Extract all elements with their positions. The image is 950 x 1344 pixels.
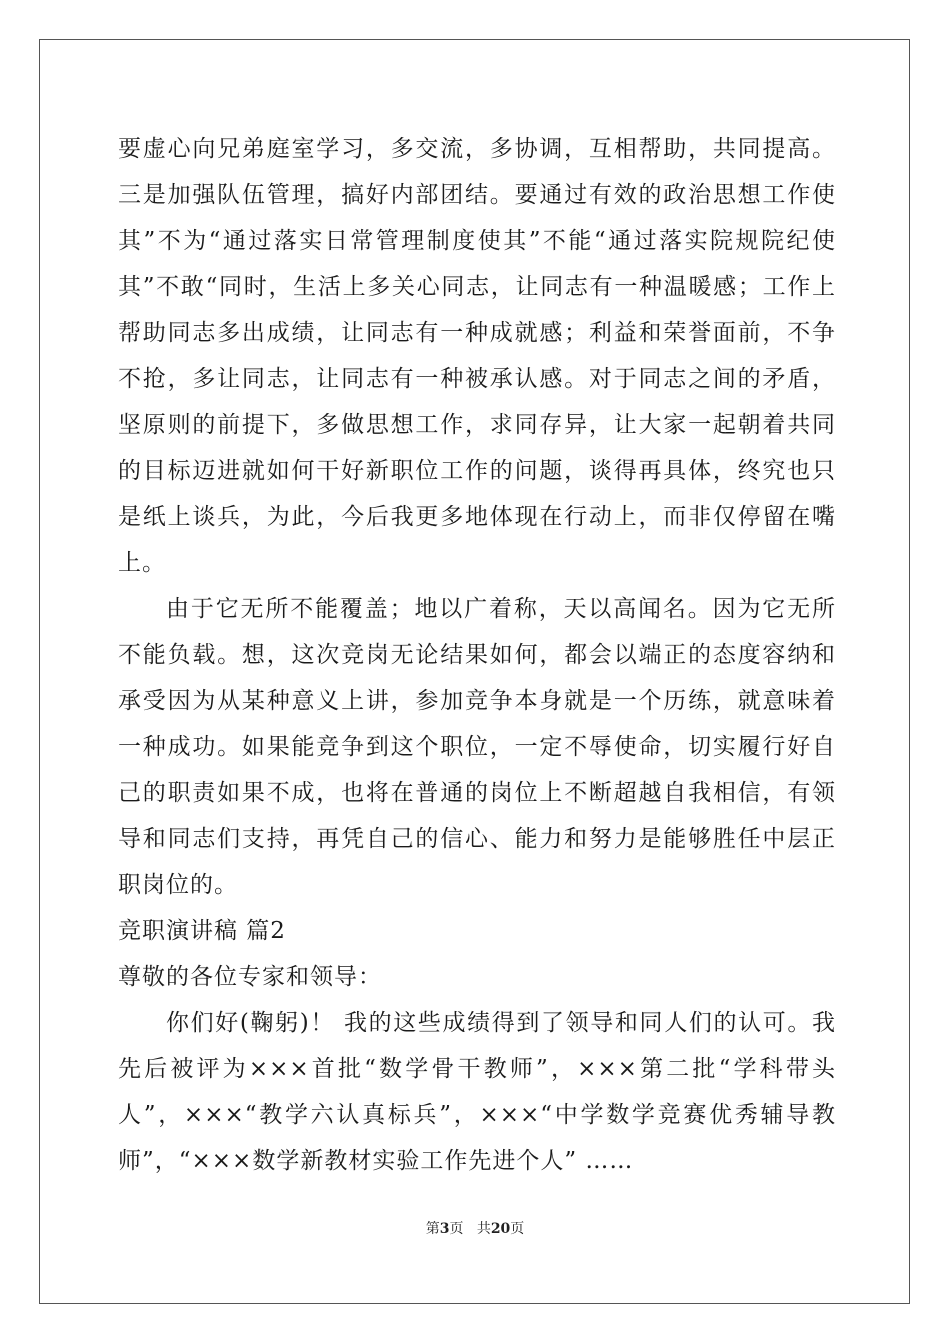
paragraph-3: 你们好(鞠躬)！ 我的这些成绩得到了领导和同人们的认可。我先后被评为×××首批“数学骨干教师”，×××第二批“学科带头人”，×××“教学六认真标兵”，×××“中学数学竞赛优秀辅导教师”，“×××数学新教材实验工作先进个人” …… [118,1010,836,1174]
paragraph-2: 由于它无所不能覆盖；地以广着称，天以高闻名。因为它无所不能负载。想，这次竞岗无论结果如何，都会以端正的态度容纳和承受因为从某种意义上讲，参加竞争本身就是一个历练，就意味着一种成功。如果能竞争到这个职位，一定不辱使命，切实履行好自己的职责如果不成，也将在普通的岗位上不断超越自我相信，有领导和同志们支持，再凭自己的信心、能力和努力是能够胜任中层正职岗位的。 [118,596,836,898]
footer-page-unit: 页 [449,1221,464,1237]
paragraph-1: 要虚心向兄弟庭室学习，多交流，多协调，互相帮助，共同提高。三是加强队伍管理，搞好内部团结。要通过有效的政治思想工作使其”不为“通过落实日常管理制度使其”不能“通过落实院规院纪使其”不敢“同时，生活上多关心同志，让同志有一种温暖感；工作上帮助同志多出成绩，让同志有一种成就感；利益和荣誉面前，不争不抢，多让同志，让同志有一种被承认感。对于同志之间的矛盾，坚原则的前提下，多做思想工作，求同存异，让大家一起朝着共同的目标迈进就如何干好新职位工作的问题，谈得再具体，终究也只是纸上谈兵，为此，今后我更多地体现在行动上，而非仅停留在嘴上。 [118,136,836,576]
footer-total-prefix: 共 [476,1221,491,1237]
document-body [118,126,836,1184]
footer-total-unit: 页 [510,1221,525,1237]
section-title: 竞职演讲稿 篇2 [118,918,286,944]
salutation: 尊敬的各位专家和领导： [118,964,382,990]
footer-page-number: 3 [439,1221,450,1237]
footer-total-pages: 20 [490,1221,511,1237]
footer-prefix: 第 [425,1221,440,1237]
page-footer [0,1218,950,1238]
